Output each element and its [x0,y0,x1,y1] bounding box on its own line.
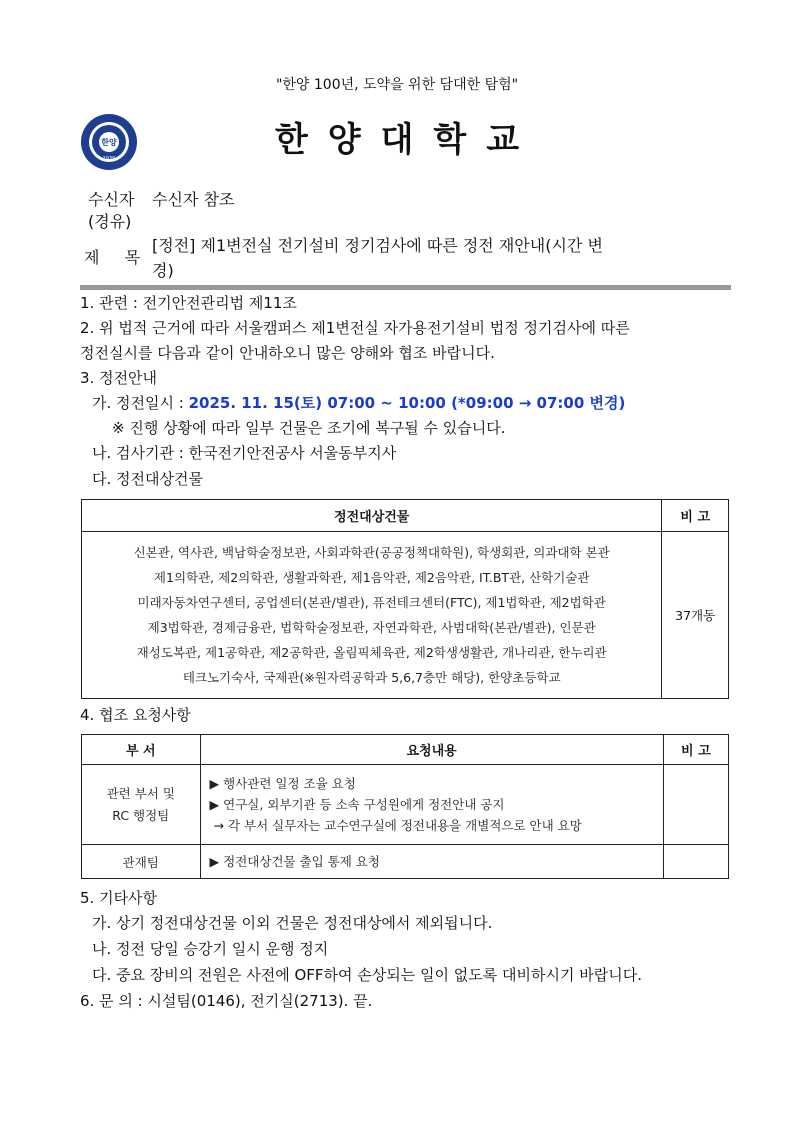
buildings-count: 37개동 [662,532,729,699]
request-note-cell [663,765,728,845]
item-3b: 나. 검사기관 : 한국전기안전공사 서울동부지사 [92,444,397,462]
subject-line-1: [정전] 제1변전실 전기설비 정기검사에 따른 정전 재안내(시간 변 [152,236,603,255]
content-header: 요청내용 [200,735,663,765]
slogan: "한양 100년, 도약을 위한 담대한 탐험" [275,77,519,93]
subject-label: 제 목 [84,248,150,267]
item-3a [92,392,625,413]
buildings-table [81,499,729,699]
content-cell [200,765,663,845]
buildings-line: 제1의학관, 제2의학관, 생활과학관, 제1음악관, 제2음악관, IT.BT관, 산학기술관 [153,570,590,585]
item-2-line-2: 정전실시를 다음과 같이 안내하오니 많은 양해와 협조 바랍니다. [80,344,495,362]
content-cell [200,845,663,879]
request-note-cell [663,845,728,879]
header-divider [80,285,731,290]
request-table [81,734,729,879]
request-item: ▶ 연구실, 외부기관 등 소속 구성원에게 정전안내 공지 [209,797,505,812]
item-1: 1. 관련 : 전기안전관리법 제11조 [80,294,297,312]
buildings-line: 신본관, 역사관, 백남학술정보관, 사회과학관(공공정책대학원), 학생회관, 의과대학 본관 [133,545,610,560]
outage-datetime: 2025. 11. 15(토) 07:00 ~ 10:00 (*09:00 → 07:00 변경) [188,394,626,412]
item-3: 3. 정전안내 [80,369,158,387]
buildings-line: 제3법학관, 경제금융관, 법학학술정보관, 자연과학관, 사범대학(본관/별관), 인문관 [147,620,596,635]
subject-line-2: 경) [152,261,174,280]
dept-cell: 관재팀 [82,845,201,879]
buildings-list [82,532,662,699]
item-6: 6. 문 의 : 시설팀(0146), 전기실(2713). 끝. [80,992,373,1010]
item-3a-note: ※ 진행 상황에 따라 일부 건물은 조기에 복구될 수 있습니다. [112,419,506,437]
buildings-line: 테크노기숙사, 국제관(※원자력공학과 5,6,7층만 해당), 한양초등학교 [182,670,561,685]
buildings-note-header: 비 고 [662,500,729,532]
dept-header: 부 서 [82,735,201,765]
dept-line: RC 행정팀 [112,807,170,823]
recipient-value: 수신자 참조 [152,190,235,209]
item-3a-label: 가. 정전일시 : [92,394,189,412]
recipient-label: 수신자 [88,190,135,209]
item-3c: 다. 정전대상건물 [92,470,203,488]
item-4: 4. 협조 요청사항 [80,706,191,724]
item-5: 5. 기타사항 [80,889,158,907]
item-5c: 다. 중요 장비의 전원은 사전에 OFF하여 손상되는 일이 없도록 대비하시기 바랍니다. [92,966,642,984]
buildings-line: 재성도복관, 제1공학관, 제2공학관, 올림픽체육관, 제2학생생활관, 개나리관, 한누리관 [136,645,607,660]
item-2-line-1: 2. 위 법적 근거에 따라 서울캠퍼스 제1변전실 자가용전기설비 법정 정기검사에 따른 [80,319,630,337]
request-item: ▶ 행사관련 일정 조율 요청 [209,776,356,791]
item-5a: 가. 상기 정전대상건물 이외 건물은 정전대상에서 제외됩니다. [92,914,493,932]
dept-cell [82,765,201,845]
request-item: ▶ 정전대상건물 출입 통제 요청 [209,854,380,869]
item-5b: 나. 정전 당일 승강기 일시 운행 정지 [92,940,329,958]
logo-year: 1939 [102,156,116,162]
logo-text: 한양 [101,138,117,147]
request-item: → 각 부서 실무자는 교수연구실에 정전내용을 개별적으로 안내 요망 [209,818,582,833]
buildings-line: 미래자동차연구센터, 공업센터(본관/별관), 퓨전테크센터(FTC), 제1법학관, 제2법학관 [137,595,606,610]
request-note-header: 비 고 [663,735,728,765]
via-label: (경유) [88,212,132,231]
dept-line: 관련 부서 및 [106,785,175,801]
buildings-header: 정전대상건물 [82,500,662,532]
university-title: 한양대학교 [274,120,540,160]
